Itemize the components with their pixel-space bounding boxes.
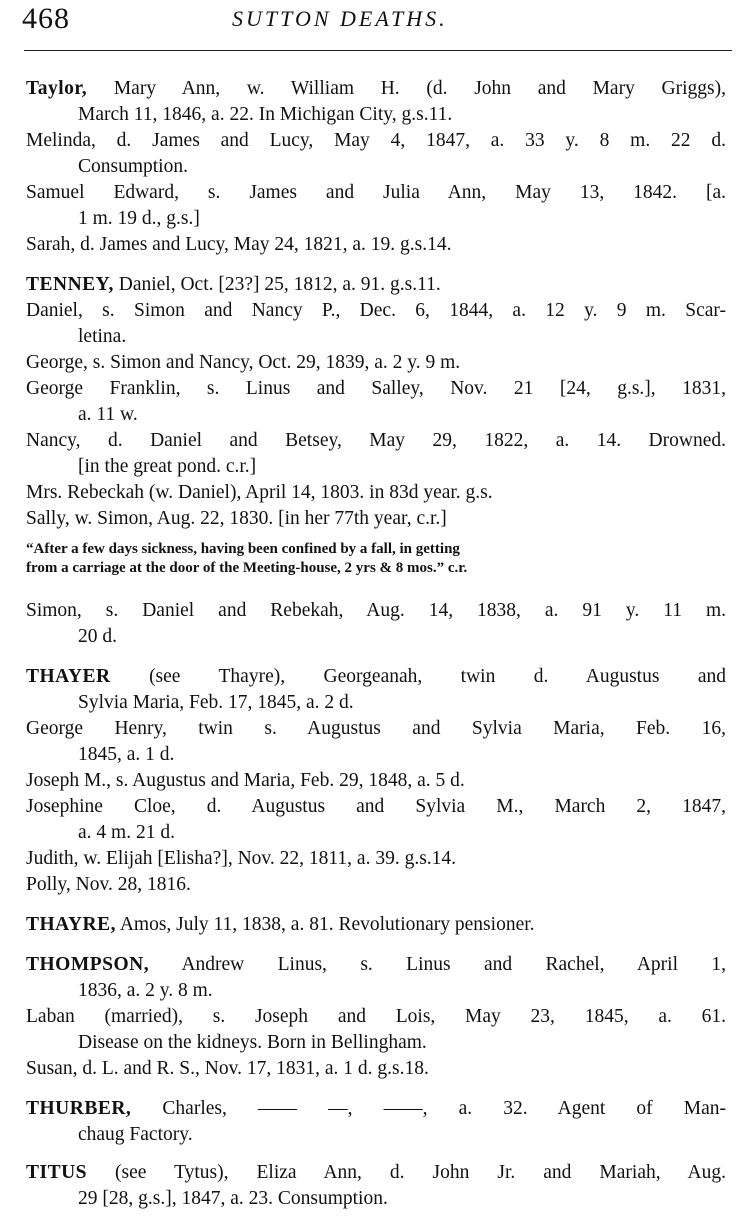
entry-line [26,454,726,480]
entry-line [26,794,726,820]
entry-text: from a carriage at the door of the Meeting-house, 2 yrs & 8 mos.” c.r. [26,560,468,576]
death-entry [26,912,726,938]
death-entry [26,180,726,232]
entry-line [26,1122,726,1148]
entry-line [26,206,726,232]
entry-text: (see Thayre), Georgeanah, twin d. Augustus and [110,666,726,687]
death-entry [26,272,726,298]
entry-text: 29 [28, g.s.], 1847, a. 23. Consumption. [78,1188,388,1209]
death-entry [26,1056,726,1082]
entry-text: George Henry, twin s. Augustus and Sylvia Maria, Feb. 16, [26,718,726,739]
entry-line [26,598,726,624]
entry-text: George, s. Simon and Nancy, Oct. 29, 1839, a. 2 y. 9 m. [26,352,461,373]
entry-line [26,1056,726,1082]
surname-heading: THURBER, [26,1098,132,1119]
entry-line [26,540,726,559]
death-entry [26,76,726,128]
death-entry [26,506,726,532]
entry-text: [in the great pond. c.r.] [78,456,257,477]
entry-line [26,506,726,532]
entry-text: “After a few days sickness, having been confined by a fall, in getting [26,541,460,557]
entry-text: Andrew Linus, s. Linus and Rachel, April 1, [149,954,726,975]
death-entry [26,480,726,506]
entry-line [26,624,726,650]
entry-line [26,272,726,298]
entry-text: Sarah, d. James and Lucy, May 24, 1821, a. 19. g.s.14. [26,234,452,255]
entry-text: 1836, a. 2 y. 8 m. [78,980,213,1001]
entry-text: Samuel Edward, s. James and Julia Ann, May 13, 1842. [a. [26,182,726,203]
death-entry [26,768,726,794]
entry-line [26,480,726,506]
surname-heading: TITUS [26,1162,88,1183]
entry-line [26,1096,726,1122]
entry-line [26,428,726,454]
entry-line [26,232,726,258]
entry-line [26,376,726,402]
entry-text: Simon, s. Daniel and Rebekah, Aug. 14, 1838, a. 91 y. 11 m. [26,600,726,621]
entry-text: Judith, w. Elijah [Elisha?], Nov. 22, 1811, a. 39. g.s.14. [26,848,457,869]
entry-line [26,180,726,206]
entry-text: Amos, July 11, 1838, a. 81. Revolutionary pensioner. [116,914,535,935]
entry-line [26,768,726,794]
death-entry [26,298,726,350]
entry-line [26,76,726,102]
entry-text: 20 d. [78,626,117,647]
surname-heading: TENNEY, [26,274,114,295]
entry-text: Consumption. [78,156,188,177]
death-entry [26,376,726,428]
entry-text: Polly, Nov. 28, 1816. [26,874,191,895]
quoted-note [26,540,726,578]
entry-text: 1845, a. 1 d. [78,744,175,765]
entry-line [26,1160,726,1186]
running-title: SUTTON DEATHS. [232,6,448,31]
entry-text: Melinda, d. James and Lucy, May 4, 1847, a. 33 y. 8 m. 22 d. [26,130,726,151]
entry-line [26,952,726,978]
death-entry [26,428,726,480]
entry-text: Disease on the kidneys. Born in Bellingham. [78,1032,427,1053]
death-entry [26,794,726,846]
entry-text: Charles, —— —, ——, a. 32. Agent of Man- [131,1098,726,1119]
death-entry [26,232,726,258]
death-entry [26,872,726,898]
entry-line [26,402,726,428]
entry-line [26,872,726,898]
page-header [0,0,738,52]
entry-line [26,690,726,716]
death-entry [26,716,726,768]
entry-text: Mrs. Rebeckah (w. Daniel), April 14, 1803. in 83d year. g.s. [26,482,493,503]
death-entry [26,664,726,716]
entry-line [26,1186,726,1212]
entry-text: Nancy, d. Daniel and Betsey, May 29, 1822, a. 14. Drowned. [26,430,726,451]
entry-text: chaug Factory. [78,1124,193,1145]
entry-text: Susan, d. L. and R. S., Nov. 17, 1831, a. 1 d. g.s.18. [26,1058,429,1079]
entry-line [26,102,726,128]
entry-line [26,912,726,938]
entry-line [26,1030,726,1056]
entry-line [26,664,726,690]
entry-line [26,559,726,578]
entry-text: Laban (married), s. Joseph and Lois, May 23, 1845, a. 61. [26,1006,726,1027]
entry-line [26,128,726,154]
surname-heading: THOMPSON, [26,954,150,975]
entry-text: a. 4 m. 21 d. [78,822,175,843]
death-entry [26,952,726,1004]
entry-line [26,154,726,180]
entry-line [26,1004,726,1030]
surname-heading: THAYRE, [26,914,117,935]
page-number: 468 [22,2,70,35]
entry-text: 1 m. 19 d., g.s.] [78,208,200,229]
entry-text: Sally, w. Simon, Aug. 22, 1830. [in her 77th year, c.r.] [26,508,447,529]
header-rule [24,50,732,51]
entry-line [26,846,726,872]
death-entry [26,598,726,650]
entry-text: Mary Ann, w. William H. (d. John and Mary Griggs), [87,78,726,99]
entry-text: Daniel, Oct. [23?] 25, 1812, a. 91. g.s.11. [113,274,441,295]
entry-line [26,324,726,350]
entry-line [26,350,726,376]
death-entry [26,350,726,376]
entry-line [26,298,726,324]
surname-heading: THAYER [26,666,111,687]
entry-text: Sylvia Maria, Feb. 17, 1845, a. 2 d. [78,692,354,713]
entry-text: George Franklin, s. Linus and Salley, Nov. 21 [24, g.s.], 1831, [26,378,726,399]
entry-line [26,820,726,846]
entry-line [26,742,726,768]
entry-text: March 11, 1846, a. 22. In Michigan City, g.s.11. [78,104,453,125]
entry-text: letina. [78,326,127,347]
death-entry [26,1096,726,1148]
death-entry [26,1160,726,1212]
entry-text: Joseph M., s. Augustus and Maria, Feb. 29, 1848, a. 5 d. [26,770,465,791]
entry-line [26,978,726,1004]
entry-text: a. 11 w. [78,404,138,425]
entry-text: (see Tytus), Eliza Ann, d. John Jr. and Mariah, Aug. [87,1162,726,1183]
entry-text: Daniel, s. Simon and Nancy P., Dec. 6, 1844, a. 12 y. 9 m. Scar- [26,300,726,321]
death-entry [26,846,726,872]
entry-text: Josephine Cloe, d. Augustus and Sylvia M., March 2, 1847, [26,796,726,817]
surname-heading: Taylor, [26,78,88,99]
death-entry [26,128,726,180]
entry-line [26,716,726,742]
death-entry [26,1004,726,1056]
